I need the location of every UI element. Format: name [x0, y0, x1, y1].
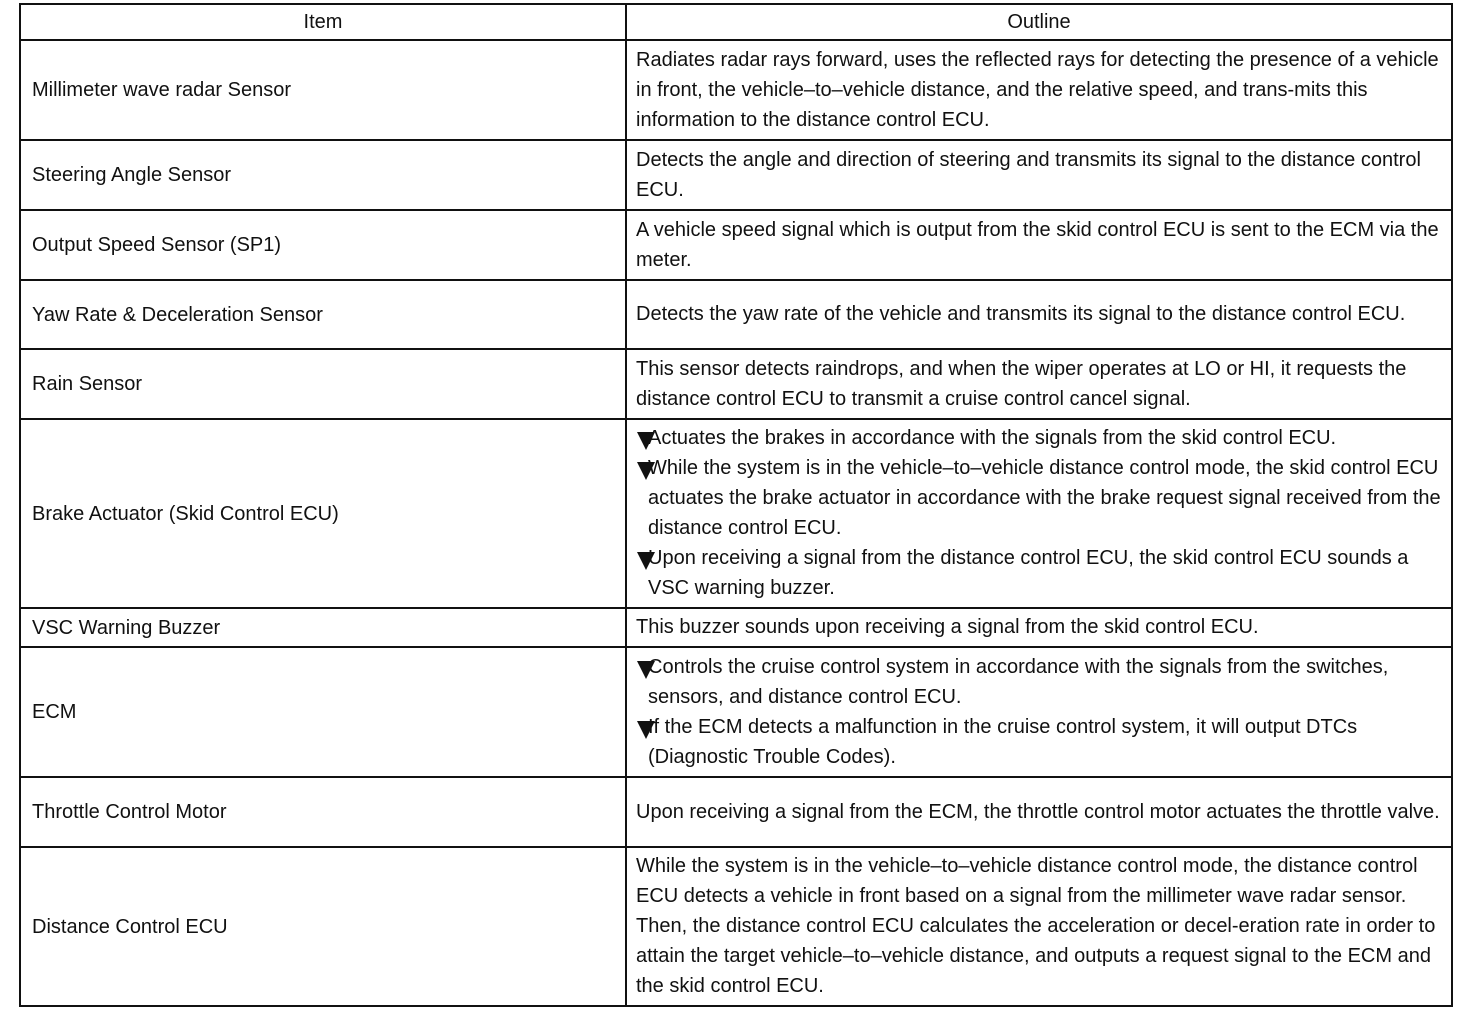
triangle-bullet-icon	[637, 552, 655, 570]
bullet-item	[636, 423, 1443, 453]
table-row	[20, 280, 1452, 349]
outline-cell: A vehicle speed signal which is output from the skid control ECU is sent to the ECM via the meter.	[626, 210, 1452, 280]
bullet-list	[636, 652, 1443, 772]
bullet-list	[636, 423, 1443, 603]
outline-cell	[626, 647, 1452, 777]
bullet-item	[636, 652, 1443, 712]
triangle-bullet-icon	[637, 462, 655, 480]
bullet-text: While the system is in the vehicle–to–vehicle distance control mode, the skid control ECU actuates the brake actuator in accordance with the brake request signal received from the distance control ECU.	[648, 457, 1441, 539]
bullet-item	[636, 712, 1443, 772]
table-header-row	[20, 4, 1452, 40]
outline-cell: Radiates radar rays forward, uses the reflected rays for detecting the presence of a vehicle in front, the vehicle–to–vehicle distance, and the relative speed, and trans-mits this information to the distance control ECU.	[626, 40, 1452, 140]
triangle-bullet-icon	[637, 661, 655, 679]
table-row	[20, 777, 1452, 847]
triangle-bullet-icon	[637, 721, 655, 739]
table-row	[20, 40, 1452, 140]
item-cell: Throttle Control Motor	[20, 777, 626, 847]
outline-cell: Detects the yaw rate of the vehicle and transmits its signal to the distance control ECU.	[626, 280, 1452, 349]
component-outline-table	[19, 3, 1453, 1007]
bullet-text: Actuates the brakes in accordance with the signals from the skid control ECU.	[648, 427, 1337, 449]
item-cell: Brake Actuator (Skid Control ECU)	[20, 419, 626, 608]
bullet-text: Controls the cruise control system in accordance with the signals from the switches, sensors, and distance control ECU.	[648, 655, 1389, 708]
outline-cell: Upon receiving a signal from the ECM, the throttle control motor actuates the throttle valve.	[626, 777, 1452, 847]
table-row	[20, 349, 1452, 419]
outline-cell: Detects the angle and direction of steering and transmits its signal to the distance control ECU.	[626, 140, 1452, 210]
outline-cell: This sensor detects raindrops, and when the wiper operates at LO or HI, it requests the distance control ECU to transmit a cruise control cancel signal.	[626, 349, 1452, 419]
bullet-item	[636, 543, 1443, 603]
outline-cell: This buzzer sounds upon receiving a signal from the skid control ECU.	[626, 608, 1452, 647]
item-cell: ECM	[20, 647, 626, 777]
item-cell: VSC Warning Buzzer	[20, 608, 626, 647]
item-cell: Yaw Rate & Deceleration Sensor	[20, 280, 626, 349]
outline-cell: While the system is in the vehicle–to–vehicle distance control mode, the distance control ECU detects a vehicle in front based on a signal from the millimeter wave radar sensor. Then, the distance control ECU calculates the acceleration or decel-eration rate in order to attain the target vehicle–to–vehicle distance, and outputs a request signal to the ECM and the skid control ECU.	[626, 847, 1452, 1006]
table-row	[20, 608, 1452, 647]
item-cell: Distance Control ECU	[20, 847, 626, 1006]
table-row	[20, 847, 1452, 1006]
item-cell: Millimeter wave radar Sensor	[20, 40, 626, 140]
triangle-bullet-icon	[637, 432, 655, 450]
item-cell: Rain Sensor	[20, 349, 626, 419]
table-row	[20, 140, 1452, 210]
outline-cell	[626, 419, 1452, 608]
item-cell: Output Speed Sensor (SP1)	[20, 210, 626, 280]
bullet-text: If the ECM detects a malfunction in the cruise control system, it will output DTCs (Diagnostic Trouble Codes).	[648, 715, 1358, 768]
table-row	[20, 419, 1452, 608]
bullet-text: Upon receiving a signal from the distance control ECU, the skid control ECU sounds a VSC warning buzzer.	[648, 547, 1409, 599]
table-row	[20, 210, 1452, 280]
table-row	[20, 647, 1452, 777]
item-cell: Steering Angle Sensor	[20, 140, 626, 210]
column-header-outline: Outline	[626, 4, 1452, 40]
column-header-item: Item	[20, 4, 626, 40]
bullet-item	[636, 453, 1443, 543]
